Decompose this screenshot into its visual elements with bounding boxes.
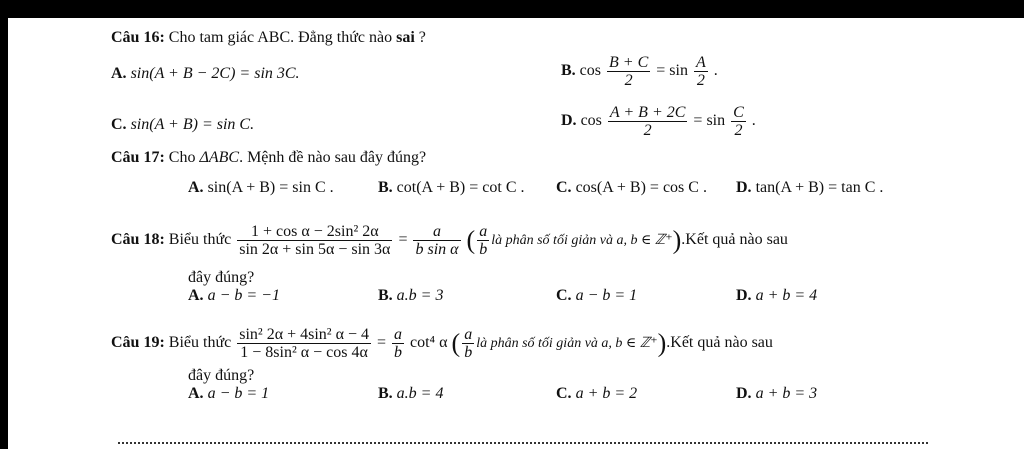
option-label: B. <box>378 385 393 402</box>
period: . <box>751 112 756 130</box>
left-paren: ( <box>451 328 461 358</box>
question-16-bold: sai <box>396 29 415 46</box>
option-label: A. <box>188 179 204 196</box>
question-16-option-d <box>561 104 756 139</box>
fraction <box>694 54 708 89</box>
equals-sin: = sin <box>656 62 688 80</box>
left-paren: ( <box>466 225 476 255</box>
option-label: A. <box>111 65 127 82</box>
option-expression: tan(A + B) = tan C . <box>755 179 884 196</box>
fraction-numerator: A + B + 2C <box>609 104 686 121</box>
question-17-option-d <box>736 178 883 198</box>
option-expression: a + b = 3 <box>755 385 818 402</box>
question-19-line2: đây đúng? <box>188 367 255 384</box>
option-label: C. <box>556 179 572 196</box>
fraction-numerator: A <box>695 54 706 71</box>
question-16-text: Cho tam giác ABC. Đẳng thức nào <box>168 29 393 46</box>
question-19-label: Câu 19: <box>111 334 165 352</box>
right-paren: ) <box>672 225 682 255</box>
fraction-numerator: C <box>733 104 744 121</box>
question-17-option-a <box>188 178 334 198</box>
fraction <box>462 326 474 361</box>
question-17-option-b <box>378 178 524 198</box>
option-expression: a − b = 1 <box>575 287 638 304</box>
question-19-stem <box>111 326 773 361</box>
question-17-label: Câu 17: <box>111 149 165 166</box>
fraction-denominator: 2 <box>734 122 743 139</box>
question-17-option-c <box>556 178 707 198</box>
option-expression: sin(A + B) = sin C . <box>207 179 334 196</box>
option-label: C. <box>556 385 572 402</box>
question-18-line2: đây đúng? <box>188 269 255 286</box>
triangle-symbol: ΔABC <box>199 149 240 166</box>
fraction <box>731 104 746 139</box>
fraction <box>413 223 460 258</box>
option-expression: a − b = −1 <box>207 287 280 304</box>
option-label: D. <box>736 287 752 304</box>
fraction-numerator: 1 + cos α − 2sin² 2α <box>237 223 392 241</box>
option-expression: sin(A + B) = sin C. <box>130 116 255 133</box>
option-label: D. <box>736 179 752 196</box>
question-18-option-c <box>556 286 637 306</box>
right-paren: ) <box>657 328 667 358</box>
fraction-denominator: b <box>394 344 402 361</box>
question-19-text: Biểu thức <box>168 334 232 352</box>
question-17-text: . Mệnh đề nào sau đây đúng? <box>239 149 427 166</box>
equals-sin: = sin <box>693 112 726 130</box>
fraction-denominator: b sin α <box>415 241 459 258</box>
option-label: A. <box>188 287 204 304</box>
option-label: C. <box>556 287 572 304</box>
fraction-numerator: a <box>479 223 488 240</box>
fraction <box>477 223 489 258</box>
option-expression: a + b = 2 <box>575 385 638 402</box>
equals-sign: = <box>398 231 408 249</box>
question-19-option-b <box>378 384 443 404</box>
question-16-option-a <box>111 64 300 84</box>
question-19-tail: .Kết quả nào sau <box>666 334 773 352</box>
dotted-divider <box>118 442 928 444</box>
option-label: D. <box>736 385 752 402</box>
question-19-option-d <box>736 384 817 404</box>
option-label: B. <box>378 287 393 304</box>
question-18-tail: .Kết quả nào sau <box>681 231 788 249</box>
fraction-denominator: 2 <box>643 122 652 139</box>
worksheet-page <box>8 18 1024 449</box>
fraction-numerator: a <box>464 326 473 343</box>
option-label: D. <box>561 112 577 130</box>
option-expression: a − b = 1 <box>207 385 270 402</box>
option-label: A. <box>188 385 204 402</box>
fraction-denominator: 1 − 8sin² α − cos 4α <box>240 344 368 361</box>
question-16-end: ? <box>418 29 426 46</box>
option-expression: cos(A + B) = cos C . <box>575 179 707 196</box>
option-expression: a.b = 4 <box>396 385 444 402</box>
equals-sign: = <box>376 334 386 352</box>
condition-note: là phân số tối giản và a, b ∈ ℤ⁺ <box>476 336 658 352</box>
fraction <box>237 223 392 258</box>
question-16-option-b <box>561 54 718 89</box>
question-16-label: Câu 16: <box>111 29 165 46</box>
fraction-numerator: a <box>413 223 460 241</box>
cot-power: cot⁴ α <box>410 334 448 352</box>
question-18-option-d <box>736 286 817 306</box>
question-17-text: Cho <box>168 149 196 166</box>
question-18-label: Câu 18: <box>111 231 165 249</box>
fraction-numerator: a <box>394 326 402 343</box>
fraction-denominator: sin 2α + sin 5α − sin 3α <box>239 241 391 258</box>
question-19-option-c <box>556 384 637 404</box>
fraction-numerator: B + C <box>609 54 649 71</box>
condition-note: là phân số tối giản và a, b ∈ ℤ⁺ <box>491 233 673 249</box>
fraction <box>392 326 404 361</box>
question-19-option-a <box>188 384 269 404</box>
option-expression: a + b = 4 <box>755 287 818 304</box>
fraction <box>608 104 688 139</box>
cos-text: cos <box>579 62 601 80</box>
question-16-option-c <box>111 115 254 135</box>
option-label: C. <box>111 116 127 133</box>
fraction-denominator: b <box>464 344 473 361</box>
option-expression: sin(A + B − 2C) = sin 3C. <box>130 65 300 82</box>
fraction-numerator: sin² 2α + 4sin² α − 4 <box>239 326 369 343</box>
question-18-text: Biểu thức <box>168 231 232 249</box>
fraction <box>237 326 371 361</box>
option-label: B. <box>378 179 393 196</box>
fraction <box>607 54 650 89</box>
question-16-stem <box>111 28 426 48</box>
option-expression: cot(A + B) = cot C . <box>396 179 525 196</box>
fraction-denominator: b <box>479 241 488 258</box>
fraction-denominator: 2 <box>696 72 705 89</box>
cos-text: cos <box>580 112 602 130</box>
option-expression: a.b = 3 <box>396 287 444 304</box>
period: . <box>713 62 718 80</box>
question-18-option-a <box>188 286 280 306</box>
question-18-stem <box>111 223 788 258</box>
fraction-denominator: 2 <box>624 72 633 89</box>
question-18-option-b <box>378 286 443 306</box>
option-label: B. <box>561 62 576 80</box>
question-17-stem <box>111 148 426 168</box>
